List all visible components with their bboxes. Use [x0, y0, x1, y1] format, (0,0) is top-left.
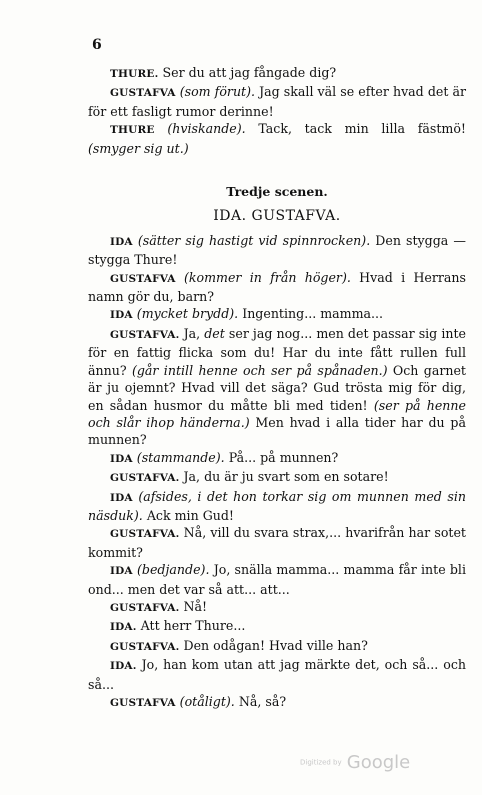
speaker-name: IDA. [110, 621, 137, 634]
speaker-name: IDA [110, 309, 133, 322]
emphasis: det [204, 325, 225, 341]
speaker-name: IDA [110, 565, 133, 578]
line-text: Nå! [183, 598, 208, 614]
dialogue-line [88, 83, 466, 120]
speaker-name: IDA. [110, 660, 137, 673]
speaker-name: IDA [110, 235, 133, 248]
scene-characters: IDA. GUSTAFVA. [213, 208, 341, 225]
dialogue-line [88, 64, 466, 83]
stage-direction: (bedjande). [137, 562, 210, 578]
dialogue-line [88, 232, 466, 269]
dialogue-line [88, 524, 466, 561]
line-text: Den odågan! Hvad ville han? [183, 637, 368, 653]
stage-direction: (mycket brydd). [136, 306, 239, 322]
speaker-name: GUSTAFVA [110, 87, 176, 100]
scene-title: Tredje scenen. [226, 184, 328, 200]
stage-direction: (hviskande). [167, 121, 246, 137]
speaker-name: GUSTAFVA [110, 697, 176, 709]
dialogue-line [88, 449, 466, 468]
stage-direction: (går intill henne och ser på spånaden.) [131, 362, 388, 378]
dialogue-line [88, 269, 466, 306]
stage-direction: (som förut). [179, 84, 256, 100]
watermark-prefix: Digitized by [300, 758, 342, 767]
speaker-name: GUSTAFVA. [110, 472, 180, 485]
stage-direction: (ser på henne och slår ihop händerna.) [88, 397, 466, 430]
stage-direction: (kommer in från höger). [183, 269, 351, 285]
speaker-name: THURE. [110, 68, 159, 80]
line-text: Den stygga — stygga Thure! [88, 232, 466, 268]
line-text: Tack, tack min lilla fästmö! [258, 121, 466, 137]
dialogue-line [88, 617, 466, 636]
dialogue-line [88, 120, 466, 157]
speaker-name: GUSTAFVA. [110, 601, 180, 614]
line-text: På... på munnen? [228, 449, 339, 465]
line-text: Nå, vill du svara strax,... hvarifrån har sotet kommit? [88, 525, 466, 560]
line-text: Och garnet är ju ojemnt? Hvad vill det säga? Gud trösta mig för dig, en sådan husmor du måtte bli med tiden! [88, 362, 466, 413]
dialogue-line [88, 305, 466, 324]
line-text: Ser du att jag fångade dig? [162, 65, 337, 80]
speaker-name: THURE [110, 124, 155, 137]
dialogue-line [88, 598, 466, 617]
dialogue-line [88, 561, 466, 598]
speaker-name: GUSTAFVA. [110, 328, 180, 341]
line-text: Men hvad i alla tider har du på munnen? [88, 414, 466, 448]
dialogue-line [88, 325, 466, 449]
dialogue-line [88, 488, 466, 525]
dialogue-line [88, 637, 466, 656]
speaker-name: GUSTAFVA. [110, 528, 180, 541]
line-text: Ja, [183, 325, 205, 341]
dialogue-line [88, 693, 466, 712]
line-text: Att herr Thure... [140, 618, 246, 634]
speaker-name: GUSTAFVA [110, 272, 176, 285]
speaker-name: IDA [110, 491, 133, 504]
stage-direction: (sätter sig hastigt vid spinnrocken). [137, 232, 371, 248]
line-text: Jag skall väl se efter hvad det är för ett fasligt rumor derinne! [88, 84, 466, 119]
line-text: Nå, så? [238, 694, 287, 709]
line-text: Ja, du är ju svart som en sotare! [183, 469, 389, 485]
stage-direction: (smyger sig ut.) [88, 140, 189, 156]
page-text [88, 64, 466, 712]
dialogue-line [88, 656, 466, 693]
page-number: 6 [92, 37, 102, 53]
stage-direction: (afsides, i det hon torkar sig om munnen med sin näsduk). [88, 488, 466, 523]
dialogue-line [88, 468, 466, 487]
line-text: Ingenting... mamma... [242, 306, 384, 322]
stage-direction: (otåligt). [179, 694, 235, 709]
line-text: Jo, snälla mamma... mamma får inte bli ond... men det var så att... att... [88, 562, 466, 597]
speaker-name: IDA [110, 452, 133, 465]
line-text: ser jag nog... men det passar sig inte för en fattig flicka som du! Har du inte fått rullen full ännu? [88, 325, 466, 378]
speaker-name: GUSTAFVA. [110, 640, 180, 653]
line-text: Hvad i Herrans namn gör du, barn? [88, 269, 466, 305]
stage-direction: (stammande). [136, 449, 225, 465]
google-logo: Google [346, 752, 411, 773]
line-text: Jo, han kom utan att jag märkte det, och så... och så... [88, 657, 466, 692]
line-text: Ack min Gud! [146, 507, 234, 523]
digitized-watermark [300, 752, 410, 773]
